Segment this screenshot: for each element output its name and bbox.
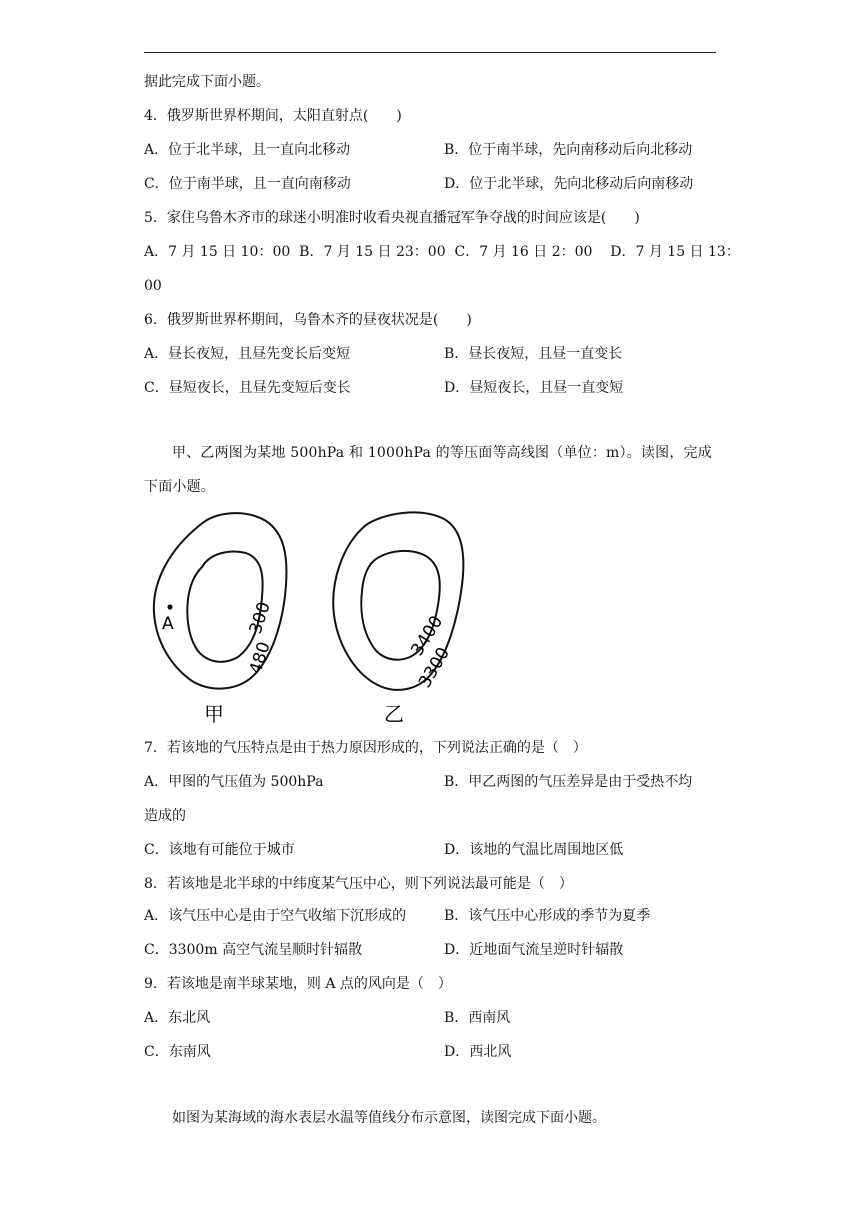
yi-inner-contour-label: 3400 bbox=[407, 612, 448, 660]
question-6-stem: 6．俄罗斯世界杯期间，乌鲁木齐的昼夜状况是( ) bbox=[144, 312, 472, 328]
yi-outer-contour-label: 3300 bbox=[415, 644, 454, 692]
question-6-option-a[interactable]: A．昼长夜短，且昼先变长后变短 bbox=[144, 346, 351, 362]
question-9-option-d[interactable]: D．西北风 bbox=[444, 1044, 512, 1060]
intro-text-2-content: 甲、乙两图为某地 500hPa 和 1000hPa 的等压面等高线图（单位：m）。读图，完成下面小题。 bbox=[144, 445, 712, 495]
question-4-stem: 4．俄罗斯世界杯期间，太阳直射点( ) bbox=[144, 108, 402, 124]
question-8-option-a[interactable]: A．该气压中心是由于空气收缩下沉形成的 bbox=[144, 908, 407, 924]
question-5-options-wrap: 00 bbox=[144, 278, 162, 294]
intro-text: 据此完成下面小题。 bbox=[144, 74, 270, 90]
intro-text-2 bbox=[144, 436, 716, 504]
header-rule bbox=[144, 52, 716, 53]
point-a-marker bbox=[167, 604, 172, 609]
isobar-figure bbox=[148, 505, 478, 727]
question-7-option-a[interactable]: A．甲图的气压值为 500hPa bbox=[144, 774, 324, 790]
question-9-option-c[interactable]: C．东南风 bbox=[144, 1044, 211, 1060]
question-5-options[interactable]: A．7 月 15 日 10：00 B．7 月 15 日 23：00 C．7 月 16 日 2：00 D．7 月 15 日 13： bbox=[144, 244, 740, 260]
question-8-option-c[interactable]: C．3300m 高空气流呈顺时针辐散 bbox=[144, 942, 363, 958]
jia-inner-contour bbox=[187, 552, 262, 662]
intro-text-3: 如图为某海域的海水表层水温等值线分布示意图，读图完成下面小题。 bbox=[172, 1110, 606, 1126]
figure-jia bbox=[154, 513, 287, 726]
question-4-option-d[interactable]: D．位于北半球，先向北移动后向南移动 bbox=[444, 176, 694, 192]
jia-inner-contour-label: 300 bbox=[245, 599, 275, 637]
question-4-option-a[interactable]: A．位于北半球，且一直向北移动 bbox=[144, 142, 351, 158]
question-8-option-b[interactable]: B．该气压中心形成的季节为夏季 bbox=[444, 908, 651, 924]
yi-caption: 乙 bbox=[384, 702, 404, 726]
figure-yi bbox=[333, 512, 463, 726]
question-9-option-a[interactable]: A．东北风 bbox=[144, 1010, 211, 1026]
question-8-stem: 8．若该地是北半球的中纬度某气压中心，则下列说法最可能是（ ） bbox=[144, 876, 573, 892]
question-6-option-c[interactable]: C．昼短夜长，且昼先变短后变长 bbox=[144, 380, 351, 396]
question-9-option-b[interactable]: B．西南风 bbox=[444, 1010, 511, 1026]
question-6-option-b[interactable]: B．昼长夜短，且昼一直变长 bbox=[444, 346, 623, 362]
question-7-stem: 7．若该地的气压特点是由于热力原因形成的，下列说法正确的是（ ） bbox=[144, 740, 587, 756]
question-4-option-b[interactable]: B．位于南半球，先向南移动后向北移动 bbox=[444, 142, 693, 158]
question-6-option-d[interactable]: D．昼短夜长，且昼一直变短 bbox=[444, 380, 624, 396]
question-4-option-c[interactable]: C．位于南半球，且一直向南移动 bbox=[144, 176, 351, 192]
question-8-option-d[interactable]: D．近地面气流呈逆时针辐散 bbox=[444, 942, 624, 958]
question-7-option-c[interactable]: C．该地有可能位于城市 bbox=[144, 842, 295, 858]
question-5-stem: 5．家住乌鲁木齐市的球迷小明准时收看央视直播冠军争夺战的时间应该是( ) bbox=[144, 210, 640, 226]
point-a-label: A bbox=[162, 614, 174, 634]
question-7-option-b[interactable]: B．甲乙两图的气压差异是由于受热不均 bbox=[444, 774, 693, 790]
question-7-option-b-wrap: 造成的 bbox=[144, 808, 186, 824]
question-9-stem: 9．若该地是南半球某地，则 A 点的风向是（ ） bbox=[144, 976, 452, 992]
jia-caption: 甲 bbox=[204, 702, 224, 726]
jia-outer-contour-label: 480 bbox=[245, 639, 275, 677]
question-7-option-d[interactable]: D．该地的气温比周围地区低 bbox=[444, 842, 624, 858]
